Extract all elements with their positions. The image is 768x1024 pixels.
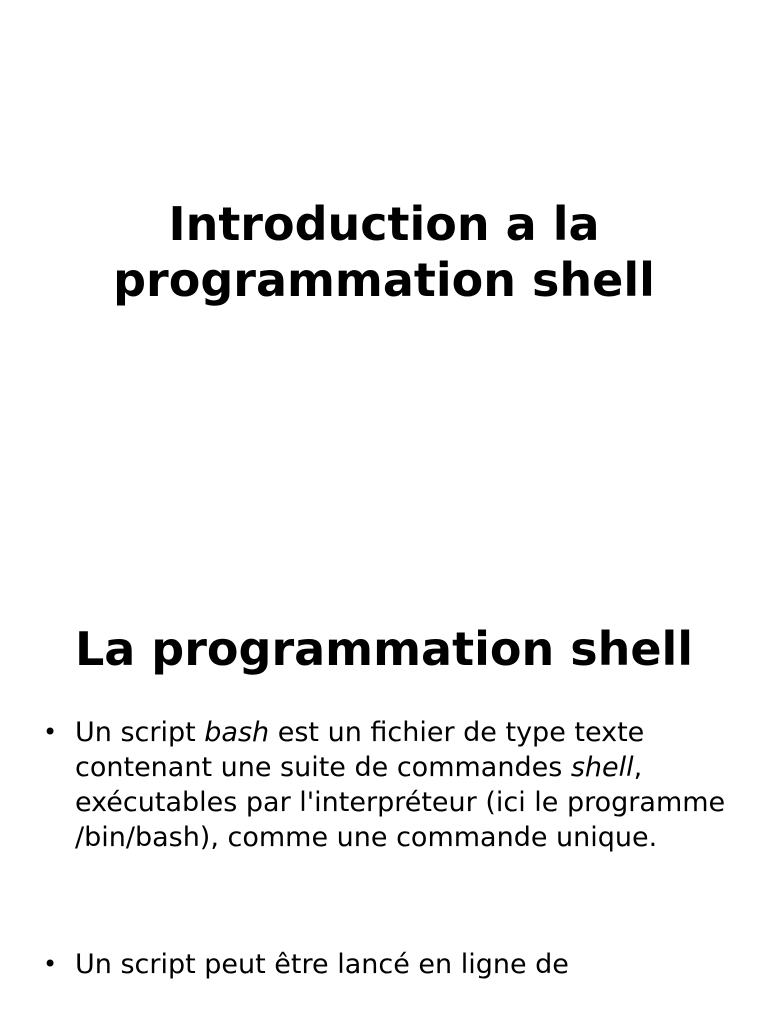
bullet-text: [75, 949, 569, 980]
bullet-item-script-launch: [0, 947, 768, 982]
bullet-icon: •: [43, 950, 58, 978]
main-title: [0, 196, 768, 308]
bullet-list: [0, 715, 768, 982]
bullet-text-emphasis-shell: shell: [570, 752, 634, 783]
bullet-text-segment: , exécutables par l'interpréteur (ici le programme /bin/bash), comme une commande unique.: [75, 752, 726, 853]
main-title-line-2: programmation shell: [113, 253, 655, 307]
bullet-text-segment: Un script peut être lancé en ligne de: [75, 949, 569, 980]
bullet-text-segment: Un script: [75, 717, 205, 748]
bullet-item-script-definition: [0, 715, 768, 855]
section-title: La programmation shell: [74, 622, 694, 676]
main-title-line-1: Introduction a la: [168, 197, 600, 251]
bullet-text-segment: est un fichier de type texte contenant une suite de commandes: [75, 717, 645, 783]
bullet-icon: •: [43, 718, 58, 746]
bullet-text-emphasis-bash: bash: [204, 717, 270, 748]
content-slide: [0, 576, 768, 1024]
bullet-text: [75, 717, 725, 853]
